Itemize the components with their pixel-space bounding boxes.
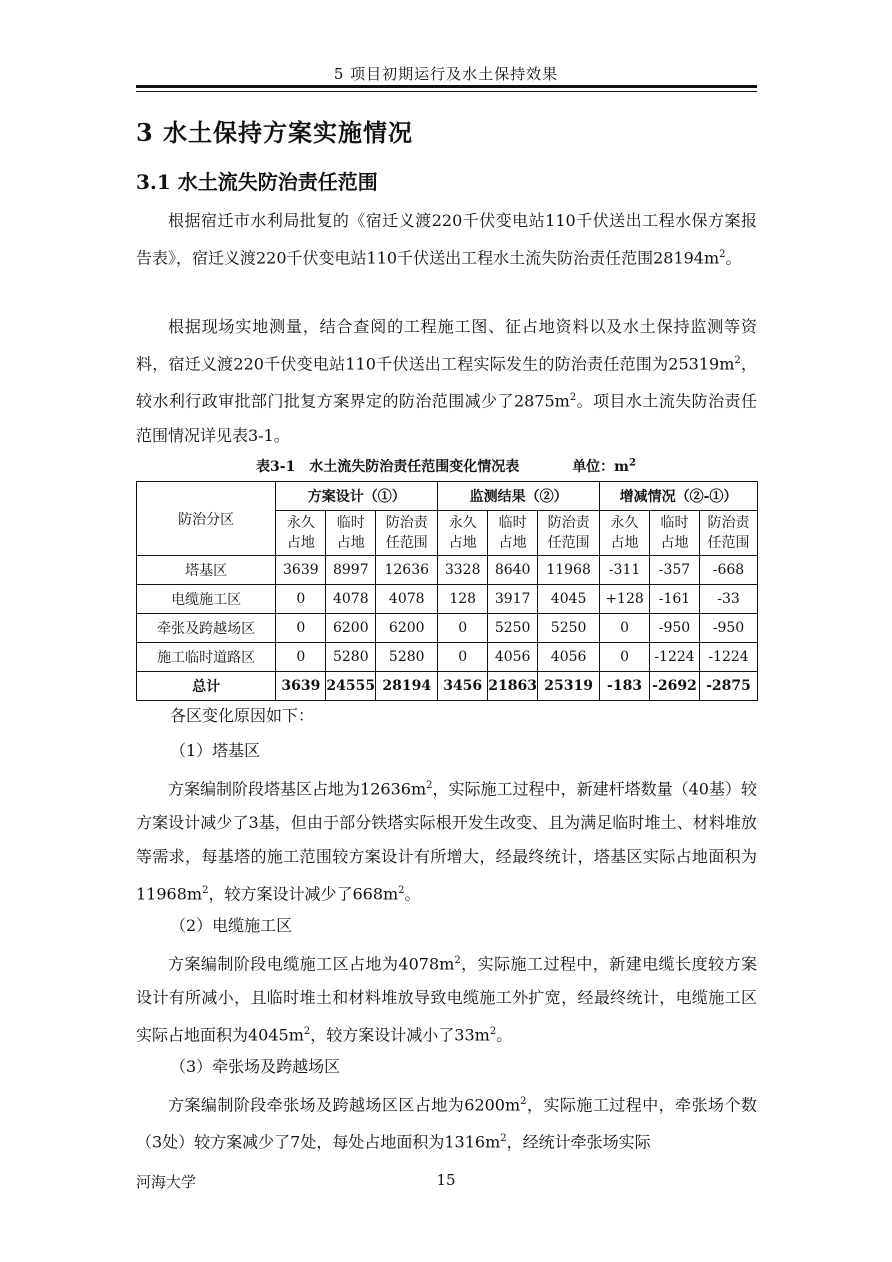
value-cell: 128 <box>438 585 488 614</box>
value-cell: 4056 <box>488 643 538 672</box>
table-row <box>137 643 758 672</box>
chapter-title: 3 水土保持方案实施情况 <box>136 118 414 147</box>
value-cell: 8640 <box>488 556 538 585</box>
value-cell: 3917 <box>488 585 538 614</box>
table-caption <box>0 456 892 476</box>
value-cell: 3639 <box>276 556 326 585</box>
value-cell: 4078 <box>376 585 438 614</box>
paragraph-tension-zone: 方案编制阶段牵张场及跨越场区区占地为$6200m^2$，实际施工过程中，牵张场个数（3处）较方案减少了7处，每处占地面积为$1316m^2$，经统计牵张场实际 <box>136 1095 757 1152</box>
subheading-tower-zone: （1）塔基区 <box>170 741 261 760</box>
table-unit: 单位：$m^2$ <box>572 457 636 475</box>
section-title: 3.1 水土流失防治责任范围 <box>136 170 378 194</box>
reasons-intro: 各区变化原因如下： <box>170 706 315 725</box>
zone-cell: 电缆施工区 <box>137 585 276 614</box>
zone-header: 防治分区 <box>137 482 276 556</box>
header-rule-thick <box>136 85 757 88</box>
value-cell: 4045 <box>538 585 600 614</box>
value-cell: 5280 <box>326 643 376 672</box>
total-cell: -2692 <box>650 672 700 701</box>
table-body <box>137 556 758 672</box>
total-cell: -183 <box>600 672 650 701</box>
responsibility-table <box>136 481 758 701</box>
value-cell: 0 <box>600 614 650 643</box>
paragraph-tower-zone: 方案编制阶段塔基区占地为$12636m^2$，实际施工过程中，新建杆塔数量（40基）较方案设计减少了3基，但由于部分铁塔实际根开发生改变、且为满足临时堆土、材料堆放等需求，每基塔的施工范围较方案设计有所增大，经最终统计，塔基区实际占地面积为$11968m^2$，较方案设计减少了$668m^2$。 <box>136 779 757 904</box>
table-header-row-1 <box>137 482 758 511</box>
sub-header: 临时 占地 <box>488 511 538 556</box>
footer-institution: 河海大学 <box>136 1173 197 1191</box>
value-cell: -33 <box>699 585 757 614</box>
total-cell: -2875 <box>699 672 757 701</box>
paragraph-cable-zone: 方案编制阶段电缆施工区占地为$4078m^2$，实际施工过程中，新建电缆长度较方案设计有所减小，且临时堆土和材料堆放导致电缆施工外扩宽，经最终统计，电缆施工区实际占地面积为$4045m^2$，较方案设计减小了$33m^2$。 <box>136 954 757 1045</box>
total-cell: 24555 <box>326 672 376 701</box>
total-label: 总计 <box>137 672 276 701</box>
sub-header: 防治责 任范围 <box>699 511 757 556</box>
page-number: 15 <box>436 1171 456 1189</box>
value-cell: -311 <box>600 556 650 585</box>
value-cell: 6200 <box>326 614 376 643</box>
value-cell: 5250 <box>488 614 538 643</box>
sub-header: 防治责 任范围 <box>538 511 600 556</box>
sub-header: 永久 占地 <box>276 511 326 556</box>
value-cell: -357 <box>650 556 700 585</box>
value-cell: 4078 <box>326 585 376 614</box>
value-cell: 5280 <box>376 643 438 672</box>
value-cell: 11968 <box>538 556 600 585</box>
table-caption-title: 表3-1 水土流失防治责任范围变化情况表 <box>256 459 520 475</box>
value-cell: 0 <box>276 643 326 672</box>
value-cell: 0 <box>276 614 326 643</box>
zone-cell: 牵张及跨越场区 <box>137 614 276 643</box>
total-cell: 3456 <box>438 672 488 701</box>
zone-cell: 施工临时道路区 <box>137 643 276 672</box>
value-cell: 0 <box>600 643 650 672</box>
value-cell: 12636 <box>376 556 438 585</box>
group-header-change: 增减情况（②-①） <box>600 482 758 511</box>
table-row <box>137 556 758 585</box>
value-cell: 0 <box>276 585 326 614</box>
paragraph-measurement: 根据现场实地测量，结合查阅的工程施工图、征占地资料以及水土保持监测等资料，宿迁义渡220千伏变电站110千伏送出工程实际发生的防治责任范围为$25319m^2$，较水利行政审批部门批复方案界定的防治范围减少了$2875m^2$。项目水土流失防治责任范围情况详见表3-1。 <box>136 317 757 445</box>
table-row <box>137 585 758 614</box>
zone-cell: 塔基区 <box>137 556 276 585</box>
running-header: 5 项目初期运行及水土保持效果 <box>333 65 559 83</box>
value-cell: -1224 <box>699 643 757 672</box>
value-cell: -950 <box>650 614 700 643</box>
value-cell: 6200 <box>376 614 438 643</box>
value-cell: 0 <box>438 643 488 672</box>
value-cell: 5250 <box>538 614 600 643</box>
paragraph-approval: 根据宿迁市水利局批复的《宿迁义渡220千伏变电站110千伏送出工程水保方案报告表》，宿迁义渡220千伏变电站110千伏送出工程水土流失防治责任范围$28194m^2$。 <box>136 211 757 268</box>
group-header-design: 方案设计（①） <box>276 482 438 511</box>
value-cell: 8997 <box>326 556 376 585</box>
total-cell: 3639 <box>276 672 326 701</box>
total-cell: 21863 <box>488 672 538 701</box>
group-header-monitoring: 监测结果（②） <box>438 482 600 511</box>
value-cell: -1224 <box>650 643 700 672</box>
value-cell: -161 <box>650 585 700 614</box>
value-cell: -950 <box>699 614 757 643</box>
sub-header: 防治责 任范围 <box>376 511 438 556</box>
total-cell: 28194 <box>376 672 438 701</box>
subheading-cable-zone: （2）电缆施工区 <box>170 916 293 935</box>
subheading-tension-zone: （3）牵张场及跨越场区 <box>170 1057 341 1076</box>
value-cell: 3328 <box>438 556 488 585</box>
value-cell: +128 <box>600 585 650 614</box>
value-cell: -668 <box>699 556 757 585</box>
sub-header: 永久 占地 <box>600 511 650 556</box>
value-cell: 0 <box>438 614 488 643</box>
sub-header: 永久 占地 <box>438 511 488 556</box>
sub-header: 临时 占地 <box>650 511 700 556</box>
header-rule-thin <box>136 91 757 92</box>
value-cell: 4056 <box>538 643 600 672</box>
table-row <box>137 614 758 643</box>
table-total-row <box>137 672 758 701</box>
sub-header: 临时 占地 <box>326 511 376 556</box>
total-cell: 25319 <box>538 672 600 701</box>
